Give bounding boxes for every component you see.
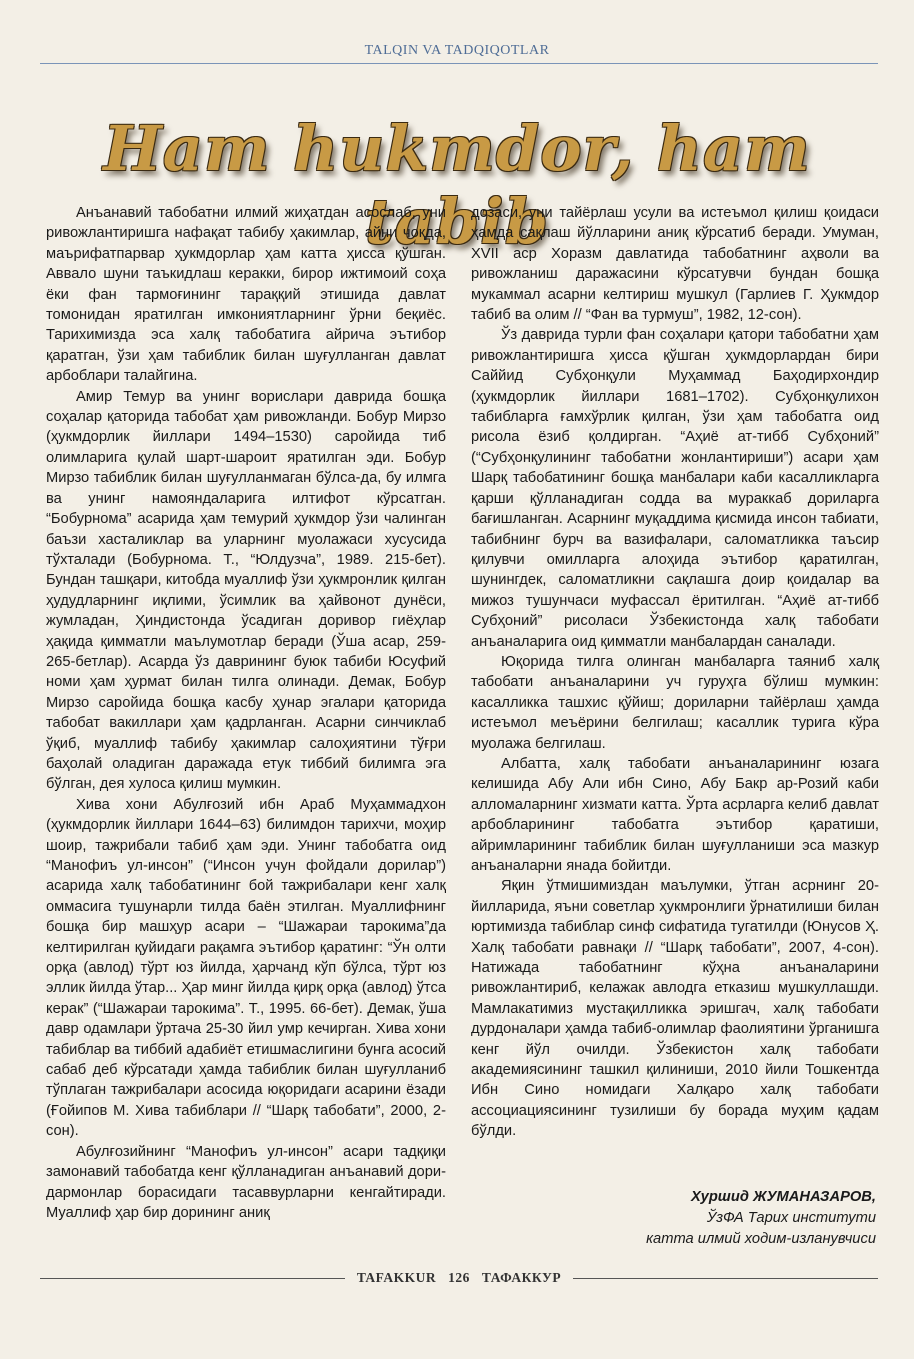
- section-label: TALQIN VA TADQIQOTLAR: [364, 43, 550, 58]
- paragraph: Абулғозийнинг “Манофиъ ул-инсон” асари тадқиқи замонавий табобатда кенг қўлланадиган анъанавий дори-дармонлар борасидаги тасаввурларни кенгайтиради. Муаллиф ҳар бир дорининг аниқ: [46, 1143, 446, 1221]
- paragraph: Анъанавий табобатни илмий жиҳатдан асослаб, уни ривожлантиришга нафақат табибу ҳакимлар, айни чоқда, маърифатпарвар ҳукмдорлар ҳам катта ҳисса қўшган. Аввало шуни таъкидлаш керакки, бирор ижтимоий соҳа ёки фан тармоғининг тараққий этишида давлат томонидан яратилган имкониятларнинг ўрни беқиёс. Тарихимизда эса халқ табобатига айрича эътибор қаратган, ўзи ҳам табиблик билан шуғулланган давлат арбоблари талайгина.: [46, 205, 446, 385]
- paragraph: Юқорида тилга олинган манбаларга таяниб халқ табобати анъаналарини уч гуруҳга бўлиш мумкин: касалликка ташхис қўйиш; дориларни тайёрлаш ҳамда истеъмол меъёрини белгилаш; касаллик турига кўра муолажа белгилаш.: [471, 653, 879, 752]
- paragraph: дозаси, уни тайёрлаш усули ва истеъмол қилиш қоидаси ҳамда сақлаш йўлларини аниқ кўрсатиб беради. Умуман, XVII аср Хоразм давлатида табобатнинг аҳволи ва ривожланиш даражасини кўрсатувчи бундан бошқа мукаммал асарни келтириш мушкул (Гарлиев Г. Ҳукмдор табиб ва олим // “Фан ва турмуш”, 1982, 12-сон).: [471, 205, 879, 324]
- article-title: Ham hukmdor, ham tabib: [103, 112, 811, 258]
- paragraph: Ўз даврида турли фан соҳалари қатори табобатни ҳам ривожлантиришга ҳисса қўшган ҳукмдорлардан бири Саййид Субҳонқули Муҳаммад Баҳодирхондир (ҳукмдорлик йиллари 1681–1702). Субҳонқулихон табибларга ғамхўрлик қилган, ўзи ҳам табобатга оид рисола ёзиб қолдирган. “Аҳиё ат-тибб Субҳоний” (“Субҳонқулининг табобатни жонлантириши”) асари ҳам Шарқ табобатининг бошқа манбалари каби касалликларга қарши қўлланадиган содда ва мураккаб дориларга бағишланган. Асарнинг муқаддима қисмида инсон табиати, табибнинг бурч ва вазифалари, саломатликка таъсир қилувчи омилларга алоҳида эътибор қаратилган, шунингдек, саломатликни сақлашга доир қоидалар ва мижоз тушунчаси муфассал ёритилган. “Аҳиё ат-тибб Субҳоний” рисоласи Ўзбекистонда халқ табобати анъаналарига оид қимматли манбалардан саналади.: [471, 327, 879, 650]
- footer-rule-right: [573, 1278, 878, 1279]
- page-footer: [40, 1268, 878, 1288]
- author-block: [646, 1187, 876, 1250]
- footer-journal-cyrillic: ТАФАККУР: [481, 1270, 562, 1285]
- right-column: [471, 203, 879, 1142]
- author-affiliation: ЎзФА Тарих институти: [706, 1210, 876, 1226]
- left-column: [46, 203, 446, 1223]
- paragraph: Яқин ўтмишимиздан маълумки, ўтган асрнинг 20-йилларида, яъни советлар ҳукмронлиги ўрнатилиши билан юртимизда табиблар синф сифатида тугатилди (Юнусов Ҳ. Халқ табобати равнақи // “Шарқ табобати”, 2007, 4-сон). Натижада табобатнинг кўҳна анъаналарини ривожлантириб, келажак авлодга етказиш мушкуллашди. Мамлакатимиз мустақилликка эришгач, халқ табобати дурдоналари ҳамда табиб-олимлар фаолиятини ўрганишга кенг йўл очилди. Ўзбекистон халқ табобати академиясининг ташкил қилиниши, 2010 йили Тошкентда Ибн Сино номидаги Халқаро халқ табобати ассоциациясининг тузилиши бу борада муҳим қадам бўлди.: [471, 878, 879, 1140]
- paragraph: Хива хони Абулғозий ибн Араб Муҳаммадхон (ҳукмдорлик йиллари 1644–63) билимдон тарихчи, моҳир шоир, тажрибали табиб ҳам эди. Унинг табобатга оид “Манофиъ ул-инсон” (“Инсон учун фойдали дорилар”) асарида халқ табобатининг бой тажрибалари кенг халқ оммасига тушунарли тилда баён этилган. Муаллифнинг бошқа бир машҳур асари – “Шажараи тарокима”да келтирилган қуйидаги рақамга эътибор қаратинг: “Ўн олти орқа (авлод) тўрт юз йилда, ҳарчанд кўп бўлса, тўрт юз эллик йилда ўтар... Ҳар минг йилда қирқ орқа (авлод) ўтса керак” (“Шажараи тарокима”. Т., 1995. 66-бет). Демак, ўша давр одамлари ўртача 25-30 йил умр кечирган. Хива хони табиблар ва тиббий адабиёт етишмаслигини бунга асосий сабаб деб кўрсатади ҳамда табиблик билан шуғулланиб тўплаган тажрибалари асосида юқоридаги асарини ёзади (Ғойипов М. Хива табиблари // “Шарқ табобати”, 2000, 2-сон).: [46, 796, 446, 1140]
- footer-journal-latin: TAFAKKUR: [356, 1270, 437, 1285]
- paragraph: Албатта, халқ табобати анъаналарининг юзага келишида Абу Али ибн Сино, Абу Бакр ар-Розий каби алломаларнинг хизмати катта. Ўрта асрларга келиб давлат арбобларининг табобатга эътибор қаратиши, айримларининг табиблик билан шуғулланиши эса мазкур анъаналарни янада бойитди.: [471, 755, 879, 874]
- paragraph: Амир Темур ва унинг ворислари даврида бошқа соҳалар қаторида табобат ҳам ривожланди. Бобур Мирзо (ҳукмдорлик йиллари 1494–1530) саройида тиб олимларига қулай шарт-шароит яратилган эди. Бобур Мирзо табиблик билан шуғулланмаган бўлса-да, бу илмга ва унинг намояндаларига илтифот кўрсатган. “Бобурнома” асарида ҳам темурий ҳукмдор ўзи чалинган баъзи хасталиклар ва уларнинг муолажаси хусусида тўхталади (Бобурнома. Т., “Юлдузча”, 1989. 215-бет). Бундан ташқари, китобда муаллиф ўзи ҳукмронлик қилган ҳудудларнинг иқлими, ўсимлик ва ҳайвонот дунёси, жумладан, Ҳиндистонда ўсадиган доривор гиёҳлар ҳақида қимматли маълумотлар беради (Ўша асар, 259-265-бетлар). Асарда ўз даврининг буюк табиби Юсуфий номи ҳам ҳурмат билан тилга олинади. Демак, Бобур Мирзо саройида бошқа касбу ҳунар эгалари қаторида табобат вакиллари ҳам қадрланган. Асарни синчиклаб ўқиб, муаллиф табибу ҳакимлар салоҳиятини тўғри баҳолай оладиган даражада етук тиббий билимга эга бўлган, дея хулоса қилиш мумкин.: [46, 388, 446, 793]
- author-position: катта илмий ходим-изланувчиси: [646, 1231, 876, 1247]
- author-name: Хуршид ЖУМАНАЗАРОВ,: [691, 1189, 876, 1205]
- header-rule: [40, 63, 878, 64]
- footer-rule-left: [40, 1278, 345, 1279]
- page-number: 126: [448, 1270, 470, 1285]
